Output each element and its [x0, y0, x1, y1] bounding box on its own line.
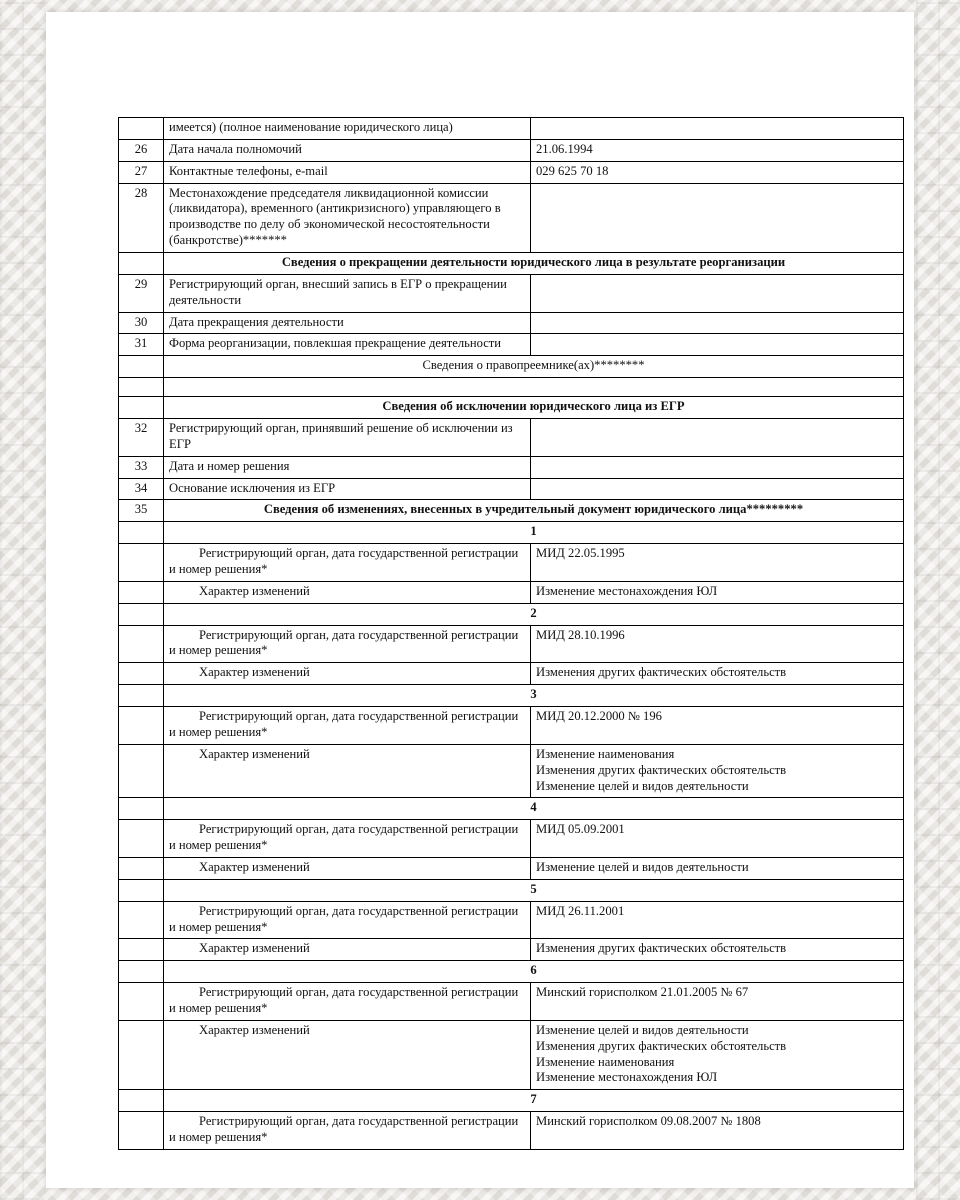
row-value-cell: 029 625 70 18	[531, 161, 904, 183]
group-index-cell: 5	[164, 879, 904, 901]
table-row	[119, 603, 904, 625]
blank-cell	[164, 378, 904, 397]
row-number-cell	[119, 118, 164, 140]
row-number-cell	[119, 581, 164, 603]
row-value-cell	[531, 1020, 904, 1089]
row-value-cell	[531, 118, 904, 140]
table-row	[119, 857, 904, 879]
table-row	[119, 397, 904, 419]
row-label-cell: Регистрирующий орган, внесший запись в ЕГР о прекращении деятельности	[164, 274, 531, 312]
row-value-cell: Минский горисполком 21.01.2005 № 67	[531, 983, 904, 1021]
row-value-cell	[531, 334, 904, 356]
cell-text: Характер изменений	[199, 1022, 310, 1037]
cell-line: Изменения других фактических обстоятельств	[536, 1038, 787, 1053]
row-label-cell	[164, 939, 531, 961]
table-row	[119, 118, 904, 140]
group-index-cell: 3	[164, 685, 904, 707]
row-number-cell	[119, 901, 164, 939]
cell-text: Регистрирующий орган, дата государственной регистрации и номер решения*	[169, 903, 519, 934]
table-row	[119, 544, 904, 582]
row-value-cell	[531, 478, 904, 500]
row-label-cell	[164, 901, 531, 939]
row-value-cell: МИД 05.09.2001	[531, 820, 904, 858]
centered-note-cell: Сведения о правопреемнике(ах)********	[164, 356, 904, 378]
row-label-cell	[164, 744, 531, 798]
cell-text: Характер изменений	[199, 859, 310, 874]
row-value-cell: Изменения других фактических обстоятельств	[531, 939, 904, 961]
row-label-cell	[164, 820, 531, 858]
group-index-cell: 6	[164, 961, 904, 983]
row-number-cell	[119, 1112, 164, 1150]
row-number-cell: 31	[119, 334, 164, 356]
row-number-cell	[119, 625, 164, 663]
row-number-cell	[119, 1020, 164, 1089]
row-value-cell	[531, 274, 904, 312]
row-number-cell: 33	[119, 456, 164, 478]
row-number-cell	[119, 378, 164, 397]
row-value-cell	[531, 312, 904, 334]
row-number-cell	[119, 744, 164, 798]
section-heading-cell: Сведения об изменениях, внесенных в учредительный документ юридического лица*********	[164, 500, 904, 522]
legal-entity-register-table	[118, 117, 904, 1150]
row-number-cell: 26	[119, 139, 164, 161]
section-heading-cell: Сведения о прекращении деятельности юридического лица в результате реорганизации	[164, 253, 904, 275]
table-row	[119, 1112, 904, 1150]
row-label-cell	[164, 1020, 531, 1089]
table-row	[119, 253, 904, 275]
row-number-cell	[119, 879, 164, 901]
row-label-cell	[164, 625, 531, 663]
table-row	[119, 901, 904, 939]
table-row	[119, 961, 904, 983]
row-value-cell: МИД 20.12.2000 № 196	[531, 707, 904, 745]
cell-line: Изменения других фактических обстоятельств	[536, 762, 787, 777]
row-number-cell	[119, 253, 164, 275]
row-number-cell: 32	[119, 419, 164, 457]
row-value-cell: МИД 22.05.1995	[531, 544, 904, 582]
row-number-cell	[119, 707, 164, 745]
table-row	[119, 456, 904, 478]
row-number-cell: 29	[119, 274, 164, 312]
row-number-cell: 35	[119, 500, 164, 522]
table-row	[119, 744, 904, 798]
table-body	[119, 118, 904, 1150]
row-label-cell: Основание исключения из ЕГР	[164, 478, 531, 500]
row-value-cell: 21.06.1994	[531, 139, 904, 161]
row-label-cell	[164, 544, 531, 582]
document-page	[46, 12, 914, 1188]
table-row	[119, 707, 904, 745]
cell-text: Регистрирующий орган, дата государственной регистрации и номер решения*	[169, 546, 519, 577]
cell-text: Регистрирующий орган, дата государственной регистрации и номер решения*	[169, 985, 519, 1015]
cell-text: Регистрирующий орган, дата государственной регистрации и номер решения*	[169, 822, 519, 853]
row-value-cell	[531, 419, 904, 457]
table-row	[119, 1090, 904, 1112]
table-row	[119, 419, 904, 457]
group-index-cell: 7	[164, 1090, 904, 1112]
table-row	[119, 798, 904, 820]
row-value-cell	[531, 183, 904, 252]
row-number-cell	[119, 685, 164, 707]
table-row	[119, 274, 904, 312]
group-index-cell: 1	[164, 522, 904, 544]
cell-line: Изменение целей и видов деятельности	[536, 778, 749, 793]
row-label-cell: Контактные телефоны, e-mail	[164, 161, 531, 183]
section-heading-cell: Сведения об исключении юридического лица из ЕГР	[164, 397, 904, 419]
table-row	[119, 685, 904, 707]
cell-text: Регистрирующий орган, дата государственной регистрации и номер решения*	[169, 1114, 519, 1144]
cell-text: Регистрирующий орган, дата государственной регистрации и номер решения*	[169, 627, 519, 658]
table-row	[119, 478, 904, 500]
cell-text: Характер изменений	[199, 665, 310, 680]
row-label-cell	[164, 581, 531, 603]
table-row	[119, 1020, 904, 1089]
row-label-cell: Дата прекращения деятельности	[164, 312, 531, 334]
row-number-cell	[119, 603, 164, 625]
row-number-cell	[119, 397, 164, 419]
table-row	[119, 139, 904, 161]
row-label-cell: Местонахождение председателя ликвидационной комиссии (ликвидатора), временного (антикризисного) управляющего в производстве по делу об экономической несостоятельности (банкротстве)*******	[164, 183, 531, 252]
cell-line: Изменение местонахождения ЮЛ	[536, 1070, 718, 1085]
table-row	[119, 183, 904, 252]
row-label-cell: Регистрирующий орган, принявший решение об исключении из ЕГР	[164, 419, 531, 457]
row-value-cell: МИД 28.10.1996	[531, 625, 904, 663]
table-row	[119, 500, 904, 522]
row-number-cell: 28	[119, 183, 164, 252]
table-row	[119, 581, 904, 603]
cell-text: Характер изменений	[199, 746, 310, 761]
row-value-cell: Минский горисполком 09.08.2007 № 1808	[531, 1112, 904, 1150]
row-value-cell: Изменения других фактических обстоятельств	[531, 663, 904, 685]
table-row	[119, 378, 904, 397]
table-row	[119, 356, 904, 378]
table-row	[119, 939, 904, 961]
row-value-cell: МИД 26.11.2001	[531, 901, 904, 939]
table-row	[119, 663, 904, 685]
table-row	[119, 522, 904, 544]
table-row	[119, 312, 904, 334]
row-number-cell	[119, 798, 164, 820]
row-label-cell: Дата начала полномочий	[164, 139, 531, 161]
cell-text: Регистрирующий орган, дата государственной регистрации и номер решения*	[169, 709, 519, 739]
group-index-cell: 2	[164, 603, 904, 625]
group-index-cell: 4	[164, 798, 904, 820]
cell-text: Характер изменений	[199, 583, 310, 598]
row-label-cell	[164, 983, 531, 1021]
row-label-cell: Форма реорганизации, повлекшая прекращение деятельности	[164, 334, 531, 356]
row-value-cell: Изменение местонахождения ЮЛ	[531, 581, 904, 603]
row-number-cell	[119, 1090, 164, 1112]
row-number-cell	[119, 820, 164, 858]
row-label-cell: имеется) (полное наименование юридического лица)	[164, 118, 531, 140]
table-row	[119, 334, 904, 356]
table-row	[119, 161, 904, 183]
row-number-cell: 27	[119, 161, 164, 183]
row-label-cell	[164, 1112, 531, 1150]
cell-text: Характер изменений	[199, 941, 310, 956]
row-number-cell	[119, 983, 164, 1021]
row-number-cell	[119, 663, 164, 685]
row-value-cell	[531, 456, 904, 478]
row-number-cell: 30	[119, 312, 164, 334]
row-number-cell	[119, 544, 164, 582]
row-value-cell: Изменение целей и видов деятельности	[531, 857, 904, 879]
row-label-cell	[164, 707, 531, 745]
cell-line: Изменение наименования	[536, 1054, 675, 1069]
row-number-cell: 34	[119, 478, 164, 500]
cell-line: Изменение наименования	[536, 746, 675, 761]
table-row	[119, 983, 904, 1021]
row-number-cell	[119, 857, 164, 879]
row-label-cell	[164, 663, 531, 685]
row-value-cell	[531, 744, 904, 798]
row-number-cell	[119, 356, 164, 378]
row-number-cell	[119, 961, 164, 983]
table-row	[119, 820, 904, 858]
cell-line: Изменение целей и видов деятельности	[536, 1022, 749, 1037]
row-label-cell: Дата и номер решения	[164, 456, 531, 478]
row-number-cell	[119, 522, 164, 544]
row-number-cell	[119, 939, 164, 961]
row-label-cell	[164, 857, 531, 879]
table-row	[119, 625, 904, 663]
table-row	[119, 879, 904, 901]
